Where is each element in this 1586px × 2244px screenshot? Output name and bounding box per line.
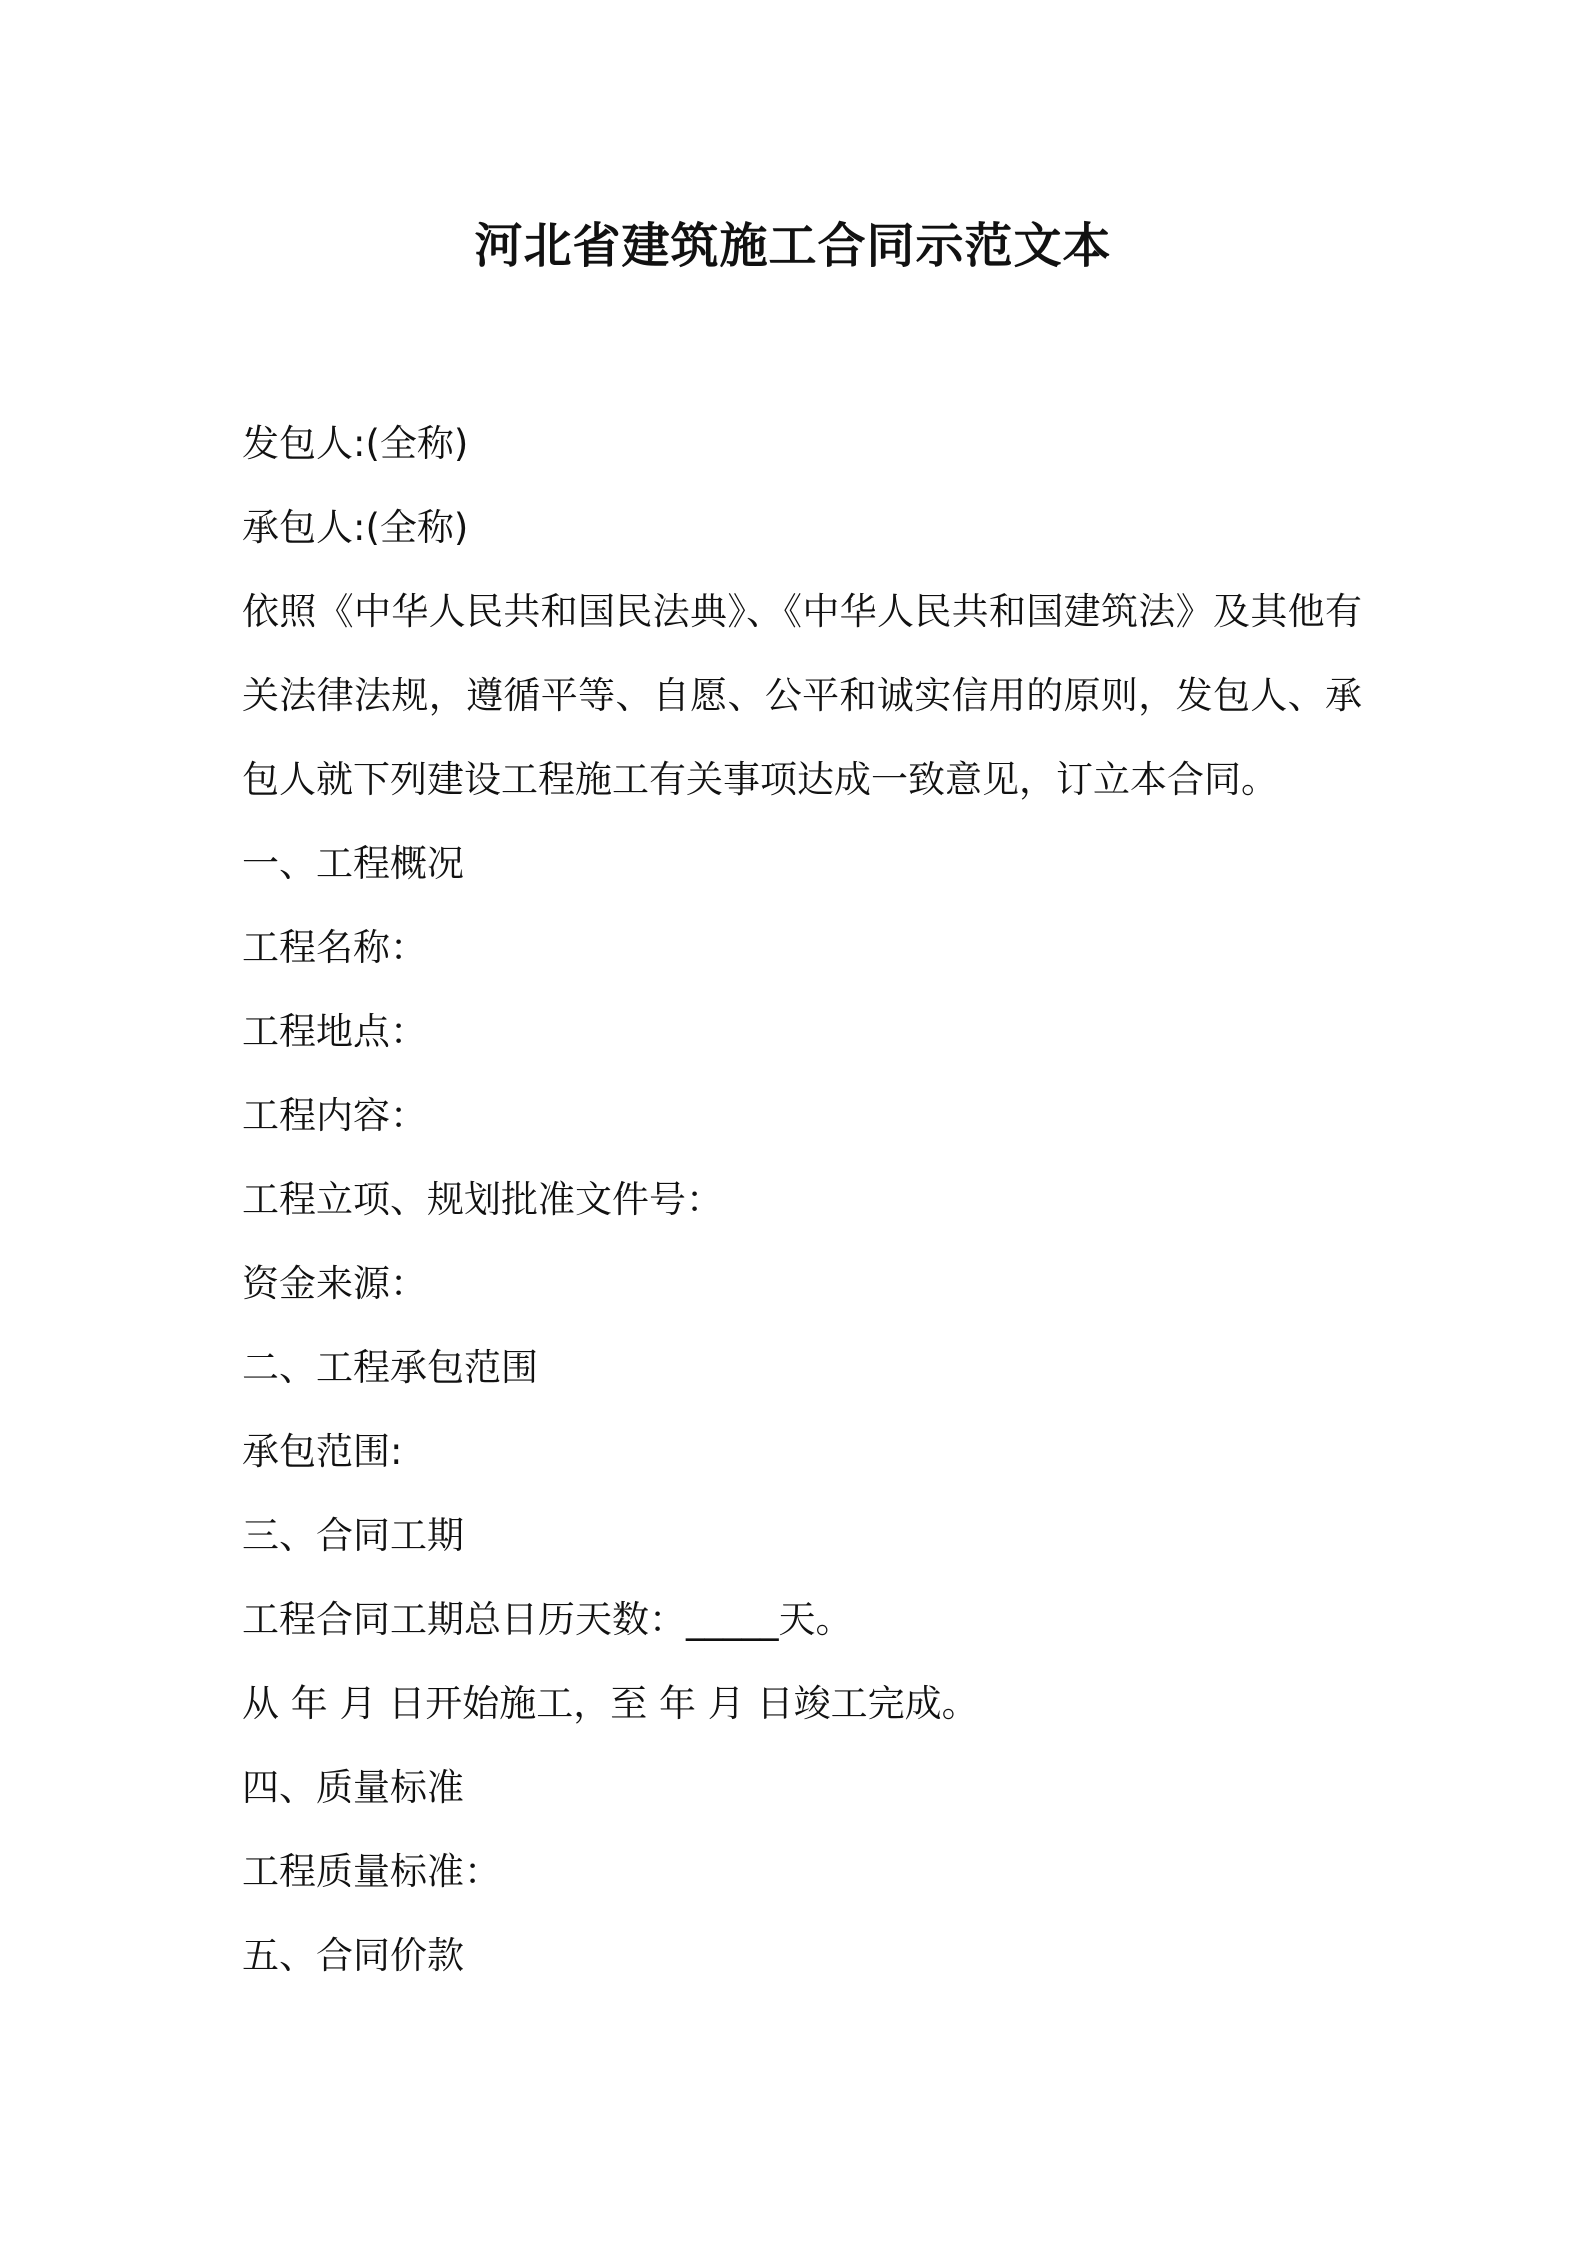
employer-line: 发包人:(全称) <box>242 422 469 465</box>
duration-days-line: 工程合同工期总日历天数：_____天。 <box>242 1598 853 1641</box>
scope-line: 承包范围: <box>242 1430 403 1473</box>
funding-source-line: 资金来源： <box>242 1262 427 1305</box>
section-heading-scope: 二、工程承包范围 <box>242 1346 538 1389</box>
preamble-paragraph: 依照《中华人民共和国民法典》、《中华人民共和国建筑法》及其他有关法律法规，遵循平等、自愿、公平和诚实信用的原则，发包人、承包人就下列建设工程施工有关事项达成一致意见，订立本合同。 <box>242 590 1362 801</box>
project-location-line: 工程地点： <box>242 1010 427 1053</box>
project-content-line: 工程内容： <box>242 1094 427 1137</box>
section-heading-duration: 三、合同工期 <box>242 1514 464 1557</box>
approval-document-line: 工程立项、规划批准文件号： <box>242 1178 723 1221</box>
section-heading-quality: 四、质量标准 <box>242 1766 464 1809</box>
section-heading-price: 五、合同价款 <box>242 1934 464 1977</box>
quality-standard-line: 工程质量标准： <box>242 1850 501 1893</box>
document-title: 河北省建筑施工合同示范文本 <box>474 218 1112 274</box>
project-name-line: 工程名称： <box>242 926 427 969</box>
section-heading-project-overview: 一、工程概况 <box>242 842 464 885</box>
start-completion-line: 从 年 月 日开始施工，至 年 月 日竣工完成。 <box>242 1682 979 1725</box>
contractor-line: 承包人:(全称) <box>242 506 469 549</box>
document-body <box>242 402 1362 1998</box>
